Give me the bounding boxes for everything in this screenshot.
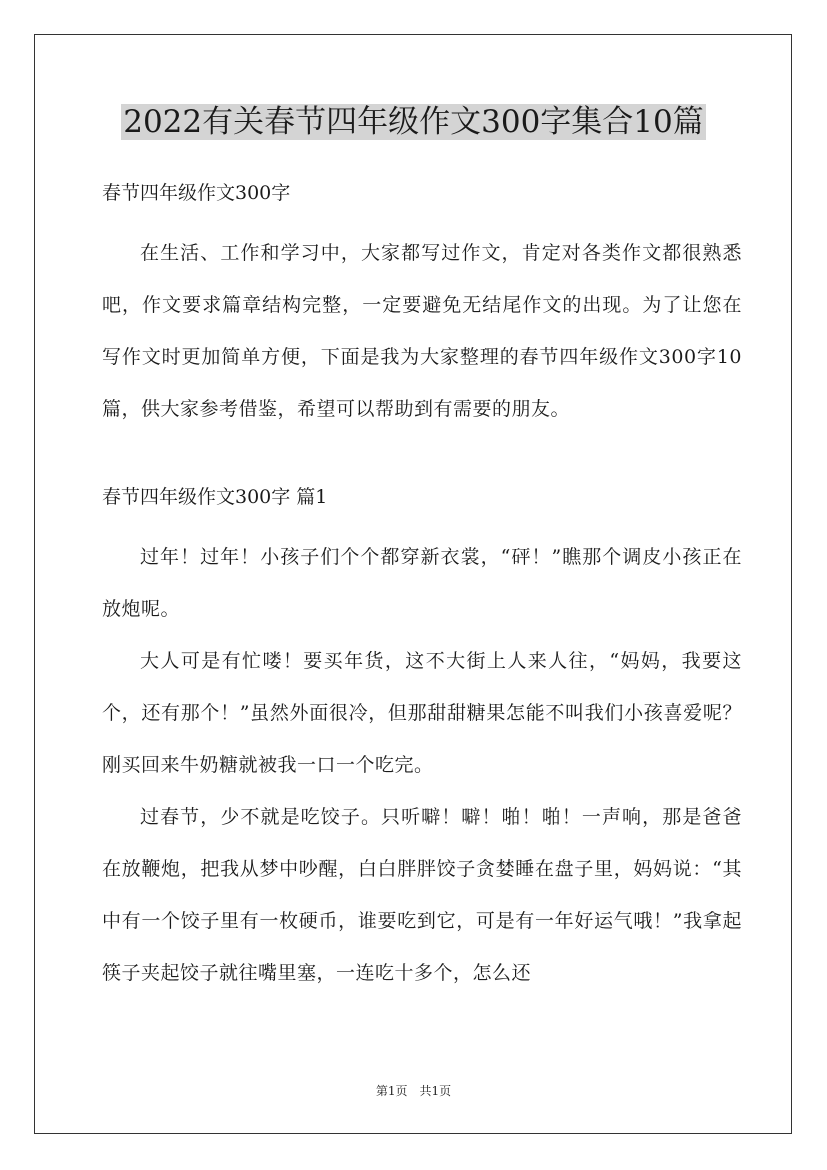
page-total: 共1页	[419, 1084, 452, 1098]
section-heading: 春节四年级作文300字 篇1	[102, 486, 328, 508]
body-paragraph: 过年！过年！小孩子们个个都穿新衣裳，“砰！”瞧那个调皮小孩正在放炮呢。	[102, 546, 742, 620]
page-number: 第1页	[375, 1084, 408, 1098]
body-paragraph: 过春节，少不就是吃饺子。只听噼！噼！啪！啪！一声响，那是爸爸在放鞭炮，把我从梦中吵醒，白白胖胖饺子贪婪睡在盘子里，妈妈说：“其中有一个饺子里有一枚硬币，谁要吃到它，可是有一年好运气哦！”我拿起筷子夹起饺子就往嘴里塞，一连吃十多个，怎么还	[102, 806, 742, 984]
document-title	[0, 100, 827, 144]
page-footer	[0, 1083, 827, 1099]
document-title-text: 2022有关春节四年级作文300字集合10篇	[123, 104, 704, 140]
document-body	[102, 175, 742, 999]
body-paragraph: 大人可是有忙喽！要买年货，这不大街上人来人往，“妈妈，我要这个，还有那个！”虽然外面很冷，但那甜甜糖果怎能不叫我们小孩喜爱呢？刚买回来牛奶糖就被我一口一个吃完。	[102, 650, 742, 776]
intro-paragraph: 在生活、工作和学习中，大家都写过作文，肯定对各类作文都很熟悉吧，作文要求篇章结构完整，一定要避免无结尾作文的出现。为了让您在写作文时更加简单方便，下面是我为大家整理的春节四年级作文300字10篇，供大家参考借鉴，希望可以帮助到有需要的朋友。	[102, 242, 742, 420]
section-heading: 春节四年级作文300字	[102, 182, 291, 204]
